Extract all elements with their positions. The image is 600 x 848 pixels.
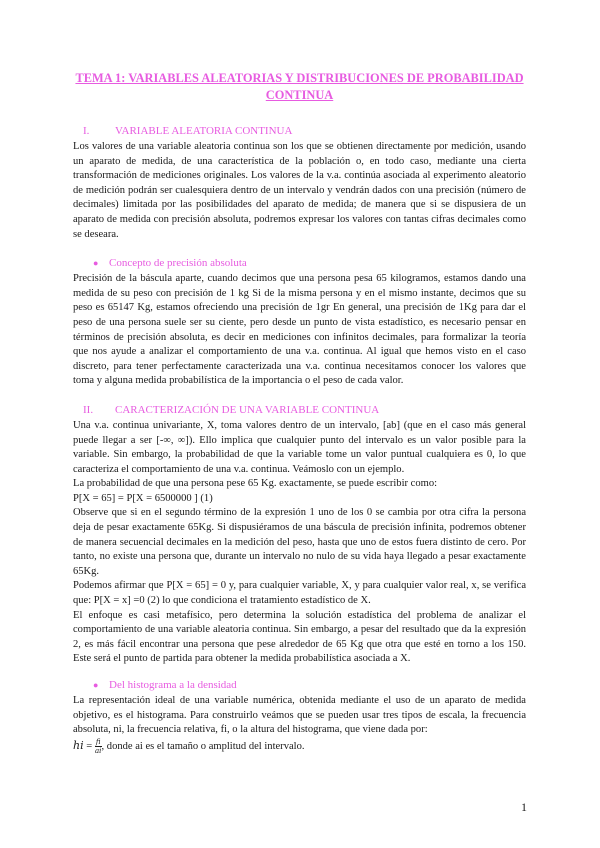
formula-denominator: ai [94,746,102,755]
histogram-text: La representación ideal de una variable numérica, obtenida mediante el uso de un aparato de medida objetivo, es el histograma. Para construirlo veámos que se pueden usar tres tipos de escala, la frecuencia absoluta, ni, la frecuencia relativa, fi, o la altura del histograma, que viene dada por: [73,695,526,736]
section-heading-1 [73,124,526,138]
section-2-paragraph-6: El enfoque es casi metafísico, pero determina la solución estadística del problema de analizar el comportamiento de una variable aleatoria continua. Sin embargo, a pesar del resultado que da la expresión 2, es más fácil encontrar una persona que pese alrededor de 65 Kg que otra que esté en torno a los 150. Este será el punto de partida para obtener la medida probabilística asociada a X. [73,609,526,665]
bullet-title-histogram: Del histograma a la densidad [109,679,237,691]
histogram-paragraph [73,694,526,755]
section-number-2: II. [83,403,94,416]
formula-fraction [95,738,102,755]
section-2-paragraph-5: Podemos afirmar que P[X = 65] = 0 y, para cualquier variable, X, y para cualquier valor real, x, se verifica que: P[X = x] =0 (2) lo que condiciona el tratamiento estadístico de X. [73,580,526,607]
formula-numerator: fi [95,737,101,746]
section-heading-2 [73,403,526,417]
section-title-2: CARACTERIZACIÓN DE UNA VARIABLE CONTINUA [115,403,380,416]
section-title-1: VARIABLE ALEATORIA CONTINUA [115,125,293,137]
section-2-paragraph-1: Una v.a. continua univariante, X, toma valores dentro de un intervalo, [ab] (que en el caso más general puede llegar a ser [-∞, ∞]). Ello implica que cualquier punto del intervalo es un valor posible para la variable. Sin embargo, la probabilidad de que la variable tome un valor puntual cualquiera es 0, lo que caracteriza el comportamiento de una v.a. continua. Veámoslo con un ejemplo. [73,419,526,475]
page-content [73,70,526,755]
document-title: TEMA 1: VARIABLES ALEATORIAS Y DISTRIBUCIONES DE PROBABILIDAD CONTINUA [75,71,524,102]
bullet-heading-precision [73,256,526,270]
section-number-1: I. [83,125,90,137]
section-2-paragraph-2: La probabilidad de que una persona pese 65 Kg. exactamente, se puede escribir como: [73,478,438,490]
page-number: 1 [521,800,527,814]
section-2-paragraph-4: Observe que si en el segundo término de la expresión 1 uno de los 0 se cambia por otra cifra la persona deja de pesar exactamente 65Kg. Si dispusiéramos de una báscula de precisión infinita, podremos obtener de manera secuencial decimales en la medición del peso, hasta que uno de estos fuera distinto de cero. Por tanto, no existe una persona que, durante un intervalo no nulo de su vida haya llegado a pesar exactamente 65Kg. [73,507,526,577]
formula-1: P[X = 65] = P[X = 6500000 ] (1) [73,492,213,504]
bullet-icon: ● [93,258,99,269]
formula-lhs: hi [73,738,84,752]
bullet-icon: ● [93,680,99,690]
section-1-paragraph: Los valores de una variable aleatoria continua son los que se obtienen directamente por medición, usando un aparato de medida, de una característica de la población o, en todo caso, mediante una cierta transformación de mediciones originales. Los valores de la v.a. continúa asociada al experimento aleatorio de medición podrán ser cualesquiera dentro de un intervalo y vendrán dados con una precisión (número de decimales) limitada por las posibilidades del aparato de medida; de manera que si se dispusiera de un aparato de medida con precisión absoluta, podremos expresar los valores con tantas cifras decimales como se desearа. [73,141,526,240]
formula-tail: , donde ai es el tamaño o amplitud del intervalo. [101,740,305,752]
formula-equals: = [83,740,95,752]
precision-paragraph: Precisión de la báscula aparte, cuando decimos que una persona pesa 65 kilogramos, estamos dando una medida de su peso con precisión de 1 kg Si de la misma persona y en el mismo instante, decimos que su peso es 65147 Kg, estamos ofreciendo una precisión de 1gr En general, una precisión de 1Kg para dar el peso de una persona suele ser su ciente, pero desde un punto de vista estadístico, es necesario pensar en términos de precisión absoluta, es decir en mediciones con infinitos decimales, para formalizar la teoría que nos ayude a analizar el comportamiento de una v.a. continua. Al igual que hemos visto en el caso discreto, para tener perfectamente caracterizada una v.a. continua necesitamos conocer los valores que toma y alguna medida probabilística de la importancia o el peso de cada valor. [73,273,526,387]
bullet-heading-histogram [73,678,526,692]
bullet-title-precision: Concepto de precisión absoluta [109,257,247,270]
